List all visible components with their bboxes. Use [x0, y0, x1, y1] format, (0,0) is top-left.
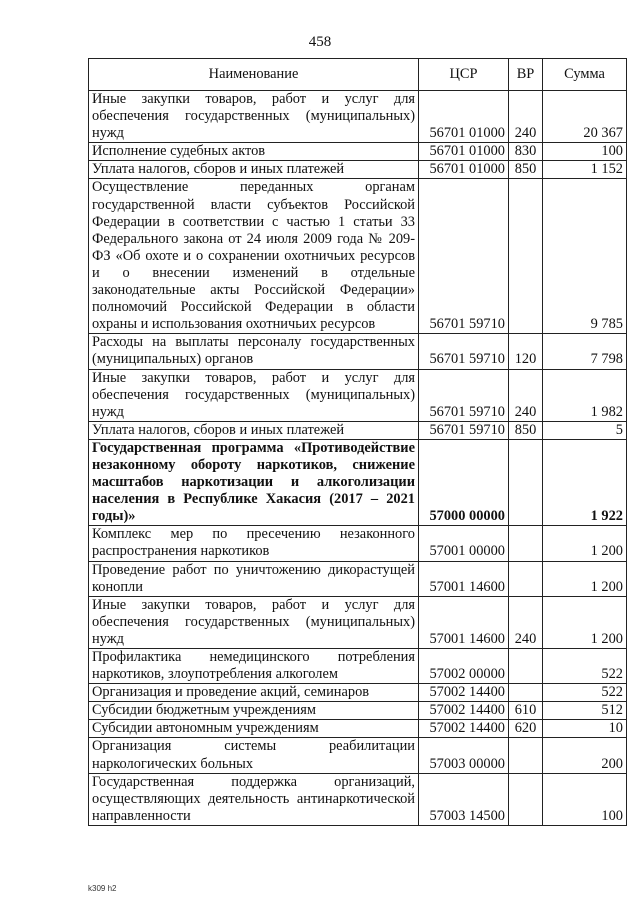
- row-csr: 56701 59710: [419, 334, 509, 369]
- page-number: 458: [308, 34, 332, 50]
- row-name: Исполнение судебных актов: [89, 143, 419, 161]
- table-row: [89, 720, 627, 738]
- row-csr: 57001 14600: [419, 596, 509, 648]
- table-row: [89, 369, 627, 421]
- header-vr: ВР: [509, 59, 543, 91]
- row-vr: [509, 738, 543, 773]
- row-name: Иные закупки товаров, работ и услуг для обеспечения государственных (муниципальных) нужд: [89, 91, 419, 143]
- row-sum: 100: [543, 773, 627, 825]
- row-vr: 240: [509, 369, 543, 421]
- row-csr: 57002 14400: [419, 720, 509, 738]
- row-csr: 57002 14400: [419, 684, 509, 702]
- table-row: [89, 738, 627, 773]
- row-sum: 10: [543, 720, 627, 738]
- row-name: Комплекс мер по пресечению незаконного распространения наркотиков: [89, 526, 419, 561]
- footer-mark: k309 h2: [88, 884, 117, 893]
- row-name: Субсидии бюджетным учреждениям: [89, 702, 419, 720]
- row-name: Государственная программа «Противодействие незаконному обороту наркотиков, снижение масштабов наркотизации и алкоголизации населения в Республике Хакасия (2017 – 2021 годы)»: [89, 439, 419, 525]
- row-csr: 57000 00000: [419, 439, 509, 525]
- table-row: [89, 439, 627, 525]
- row-vr: [509, 773, 543, 825]
- row-vr: [509, 561, 543, 596]
- table-row: [89, 596, 627, 648]
- row-name: Субсидии автономным учреждениям: [89, 720, 419, 738]
- budget-table: [88, 58, 627, 826]
- table-row: [89, 334, 627, 369]
- row-vr: 850: [509, 421, 543, 439]
- row-sum: 1 982: [543, 369, 627, 421]
- row-sum: 1 152: [543, 161, 627, 179]
- header-sum: Сумма: [543, 59, 627, 91]
- row-csr: 57003 00000: [419, 738, 509, 773]
- row-sum: 9 785: [543, 179, 627, 334]
- row-sum: 522: [543, 684, 627, 702]
- table-header-row: [89, 59, 627, 91]
- row-csr: 57002 14400: [419, 702, 509, 720]
- row-name: Проведение работ по уничтожению дикорастущей конопли: [89, 561, 419, 596]
- row-sum: 7 798: [543, 334, 627, 369]
- table-row: [89, 161, 627, 179]
- row-name: Уплата налогов, сборов и иных платежей: [89, 161, 419, 179]
- table-row: [89, 526, 627, 561]
- header-csr: ЦСР: [419, 59, 509, 91]
- row-csr: 56701 59710: [419, 421, 509, 439]
- row-csr: 56701 59710: [419, 179, 509, 334]
- table-row: [89, 561, 627, 596]
- row-vr: [509, 439, 543, 525]
- row-vr: 120: [509, 334, 543, 369]
- row-vr: [509, 649, 543, 684]
- table-row: [89, 421, 627, 439]
- table-row: [89, 684, 627, 702]
- row-sum: 1 200: [543, 561, 627, 596]
- row-csr: 57001 14600: [419, 561, 509, 596]
- row-vr: 620: [509, 720, 543, 738]
- row-vr: [509, 684, 543, 702]
- row-vr: [509, 526, 543, 561]
- row-csr: 57002 00000: [419, 649, 509, 684]
- table-row: [89, 143, 627, 161]
- row-sum: 20 367: [543, 91, 627, 143]
- row-csr: 57003 14500: [419, 773, 509, 825]
- row-csr: 56701 59710: [419, 369, 509, 421]
- row-name: Профилактика немедицинского потребления наркотиков, злоупотребления алкоголем: [89, 649, 419, 684]
- table-row: [89, 91, 627, 143]
- row-name: Уплата налогов, сборов и иных платежей: [89, 421, 419, 439]
- row-vr: 610: [509, 702, 543, 720]
- table-row: [89, 773, 627, 825]
- row-csr: 56701 01000: [419, 91, 509, 143]
- row-csr: 56701 01000: [419, 143, 509, 161]
- row-sum: 1 922: [543, 439, 627, 525]
- table-row: [89, 179, 627, 334]
- row-vr: 850: [509, 161, 543, 179]
- row-name: Организация системы реабилитации наркологических больных: [89, 738, 419, 773]
- row-name: Государственная поддержка организаций, осуществляющих деятельность антинаркотической направленности: [89, 773, 419, 825]
- row-sum: 522: [543, 649, 627, 684]
- table-row: [89, 649, 627, 684]
- row-name: Расходы на выплаты персоналу государственных (муниципальных) органов: [89, 334, 419, 369]
- row-vr: [509, 179, 543, 334]
- row-vr: 830: [509, 143, 543, 161]
- row-sum: 1 200: [543, 526, 627, 561]
- table-row: [89, 702, 627, 720]
- row-sum: 200: [543, 738, 627, 773]
- row-sum: 512: [543, 702, 627, 720]
- row-vr: 240: [509, 91, 543, 143]
- header-name: Наименование: [89, 59, 419, 91]
- row-name: Иные закупки товаров, работ и услуг для обеспечения государственных (муниципальных) нужд: [89, 596, 419, 648]
- row-sum: 1 200: [543, 596, 627, 648]
- row-vr: 240: [509, 596, 543, 648]
- row-name: Осуществление переданных органам государственной власти субъектов Российской Федерации в соответствии с частью 1 статьи 33 Федерального закона от 24 июля 2009 года № 209-ФЗ «Об охоте и о сохранении охотничьих ресурсов и о внесении изменений в отдельные законодательные акты Российской Федерации» полномочий Российской Федерации в области охраны и использования охотничьих ресурсов: [89, 179, 419, 334]
- row-name: Организация и проведение акций, семинаров: [89, 684, 419, 702]
- row-csr: 57001 00000: [419, 526, 509, 561]
- row-csr: 56701 01000: [419, 161, 509, 179]
- row-sum: 100: [543, 143, 627, 161]
- row-sum: 5: [543, 421, 627, 439]
- row-name: Иные закупки товаров, работ и услуг для обеспечения государственных (муниципальных) нужд: [89, 369, 419, 421]
